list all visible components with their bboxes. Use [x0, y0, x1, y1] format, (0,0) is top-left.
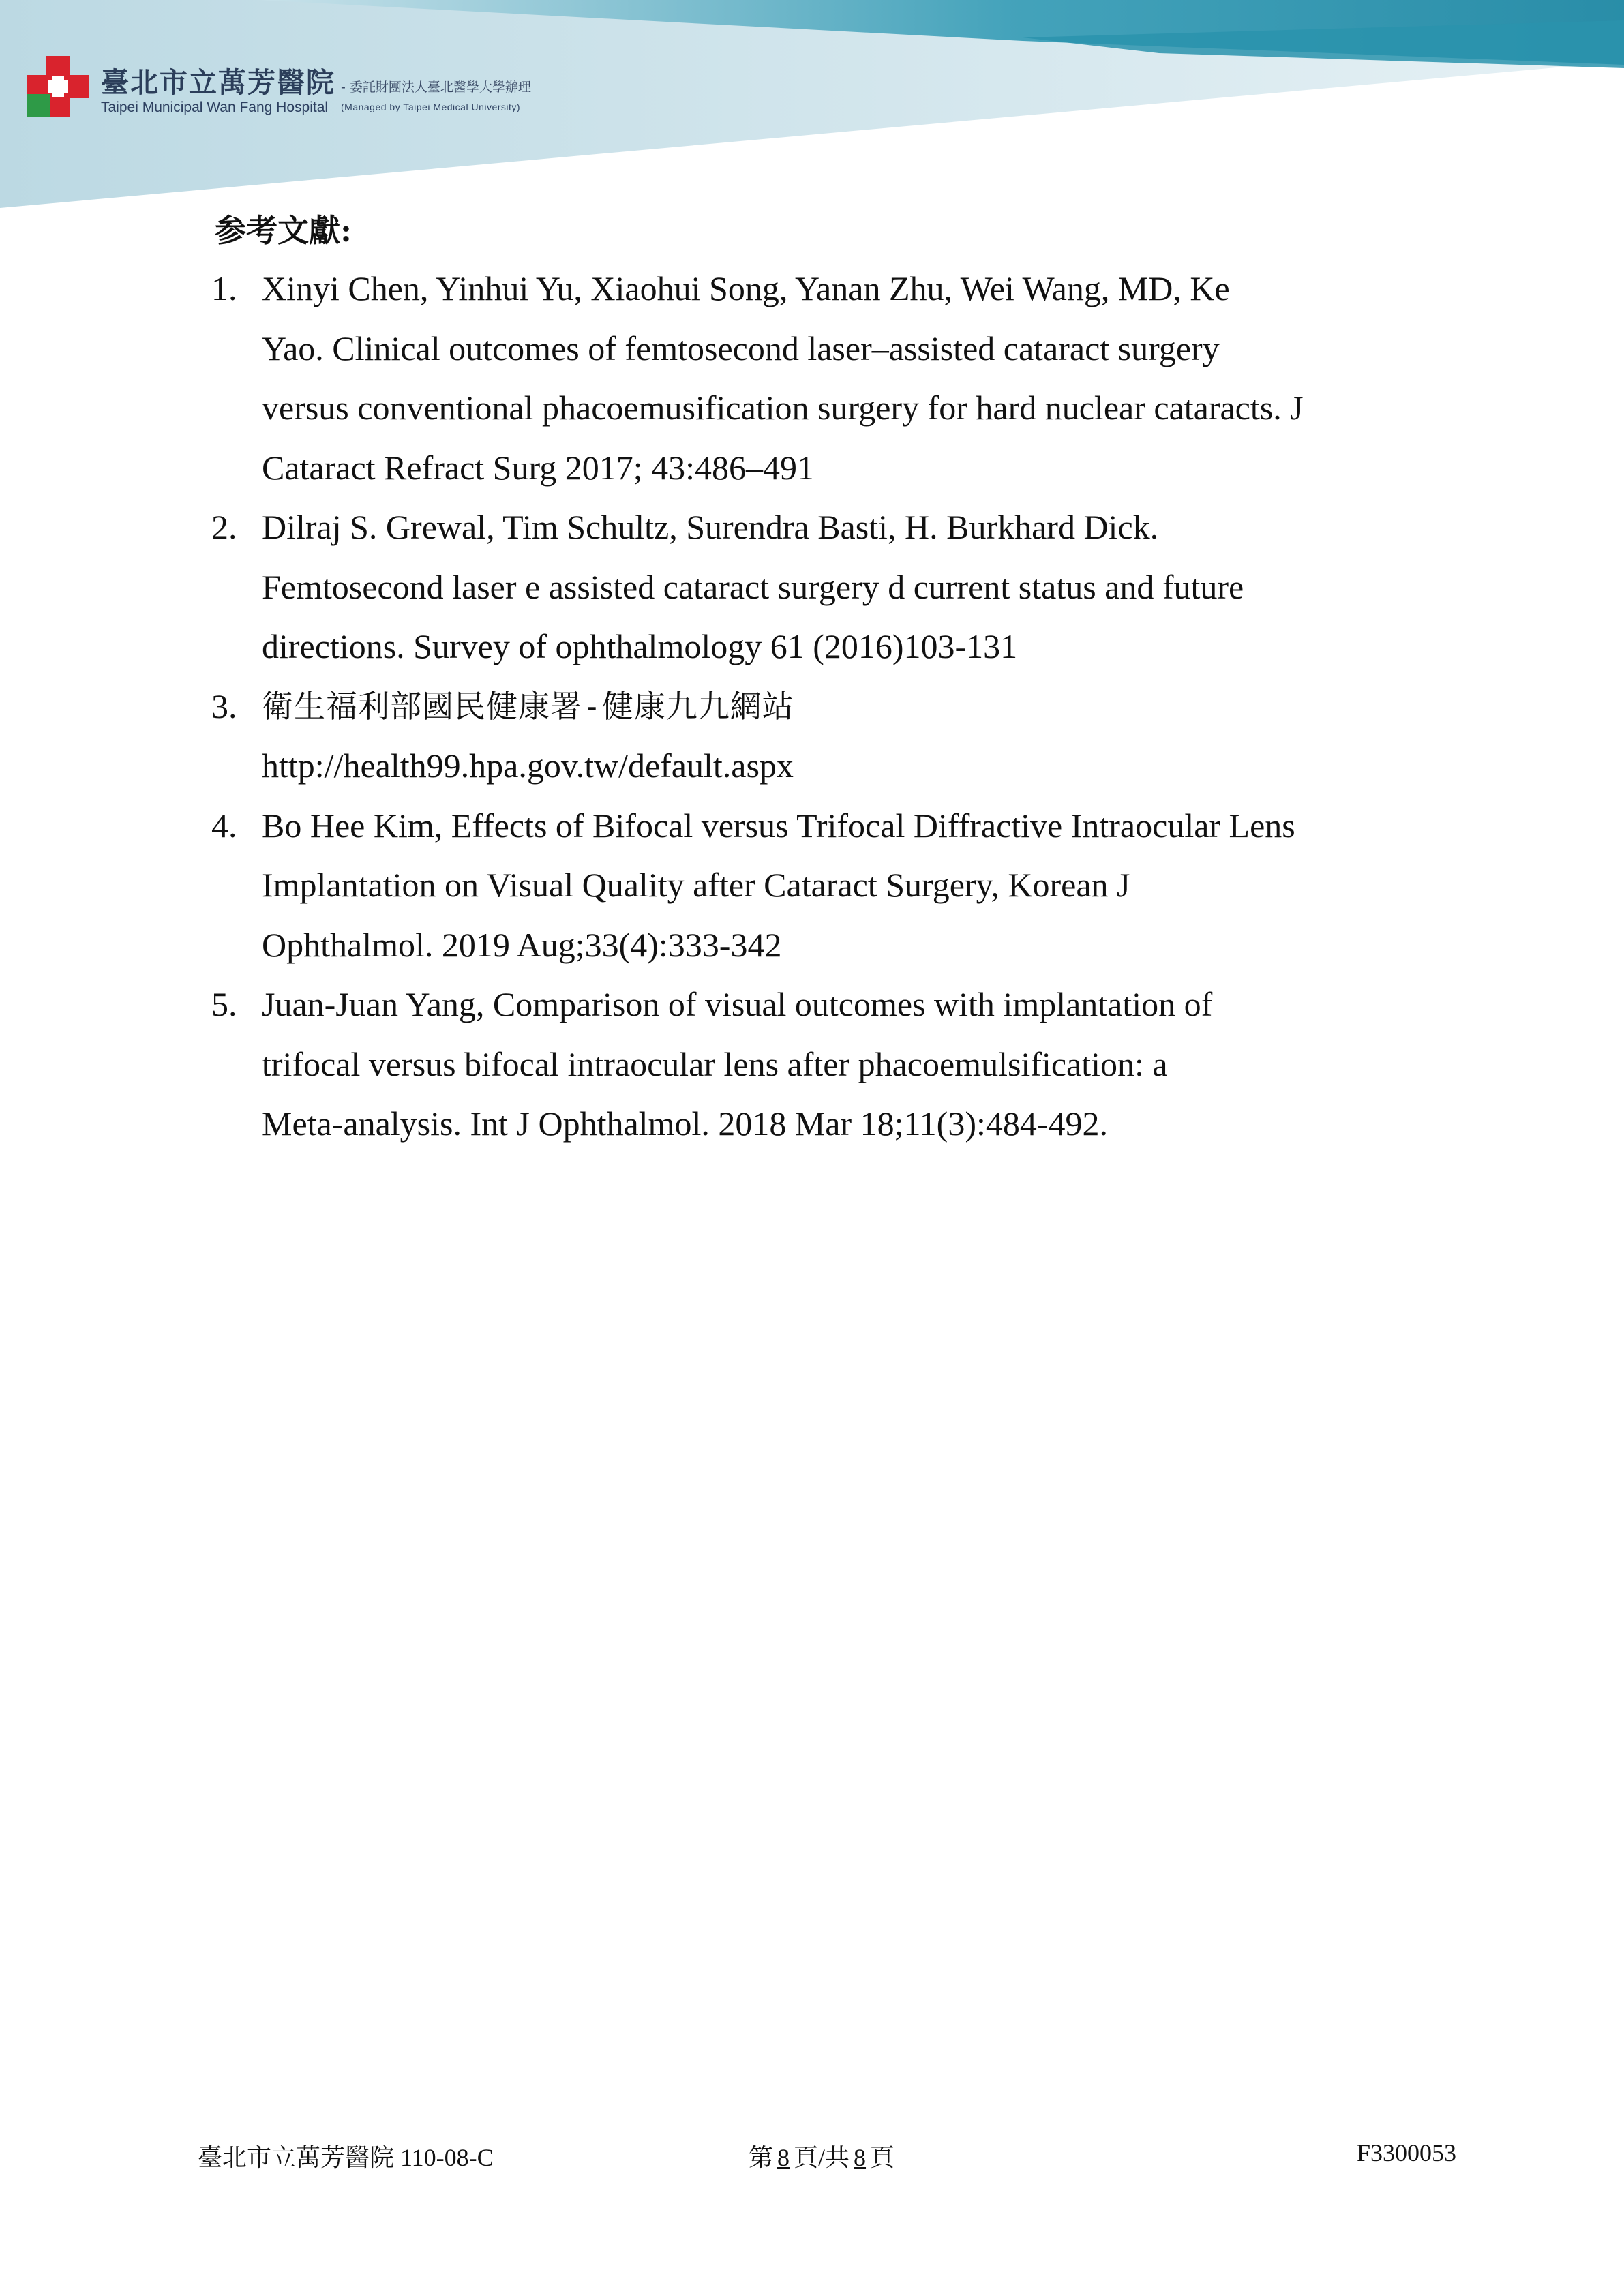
reference-line: versus conventional phacoemusification surgery for hard nuclear cataracts. J	[262, 389, 1304, 427]
reference-line: Yao. Clinical outcomes of femtosecond laser–assisted cataract surgery	[262, 329, 1220, 367]
reference-item-4	[211, 796, 1439, 976]
reference-line: directions. Survey of ophthalmology 61 (2016)103-131	[262, 627, 1018, 665]
reference-line: Ophthalmol. 2019 Aug;33(4):333-342	[262, 925, 782, 964]
reference-line: Juan-Juan Yang, Comparison of visual outcomes with implantation of	[262, 985, 1213, 1023]
reference-item-1	[211, 259, 1439, 498]
reference-line: trifocal versus bifocal intraocular lens after phacoemulsification: a	[262, 1044, 1168, 1083]
page-current: 8	[777, 2144, 790, 2171]
page-total: 8	[854, 2144, 867, 2171]
reference-line: Implantation on Visual Quality after Cataract Surgery, Korean J	[262, 866, 1130, 904]
footer-form-code: F3300053	[1357, 2139, 1457, 2166]
reference-line: Femtosecond laser e assisted cataract surgery d current status and future	[262, 567, 1244, 606]
page-prefix: 第	[749, 2144, 774, 2171]
reference-number: 5.	[211, 985, 237, 1023]
reference-number: 3.	[211, 686, 237, 725]
page-suffix: 頁	[870, 2144, 895, 2171]
reference-item-3	[211, 677, 1439, 796]
reference-line: Bo Hee Kim, Effects of Bifocal versus Trifocal Diffractive Intraocular Lens	[262, 806, 1295, 845]
reference-number: 2.	[211, 508, 237, 546]
footer-page-indicator	[749, 2139, 894, 2173]
page-middle: 頁/共	[794, 2144, 850, 2171]
reference-number: 4.	[211, 806, 237, 845]
hospital-logo-icon	[27, 56, 89, 117]
reference-line: Cataract Refract Surg 2017; 43:486–491	[262, 448, 815, 487]
managed-by-zh: - 委託財團法人臺北醫學大學辦理	[341, 80, 531, 95]
reference-line: Xinyi Chen, Yinhui Yu, Xiaohui Song, Yanan Zhu, Wei Wang, MD, Ke	[262, 269, 1230, 307]
reference-line: Meta-analysis. Int J Ophthalmol. 2018 Mar 18;11(3):484-492.	[262, 1104, 1109, 1143]
hospital-name-zh: 臺北市立萬芳醫院	[101, 66, 335, 99]
reference-item-5	[211, 975, 1439, 1154]
references-title: 参考文獻:	[215, 212, 352, 249]
reference-line: Dilraj S. Grewal, Tim Schultz, Surendra Basti, H. Burkhard Dick.	[262, 508, 1159, 546]
reference-list	[211, 259, 1439, 1154]
managed-by-en: (Managed by Taipei Medical University)	[341, 102, 521, 112]
reference-item-2	[211, 498, 1439, 677]
footer-hospital-code: 臺北市立萬芳醫院 110-08-C	[198, 2144, 494, 2171]
reference-number: 1.	[211, 269, 237, 307]
reference-url-link[interactable]: http://health99.hpa.gov.tw/default.aspx	[262, 746, 794, 785]
hospital-name-en: Taipei Municipal Wan Fang Hospital	[101, 100, 329, 115]
reference-line: 衛生福利部國民健康署-健康九九網站	[262, 687, 794, 725]
